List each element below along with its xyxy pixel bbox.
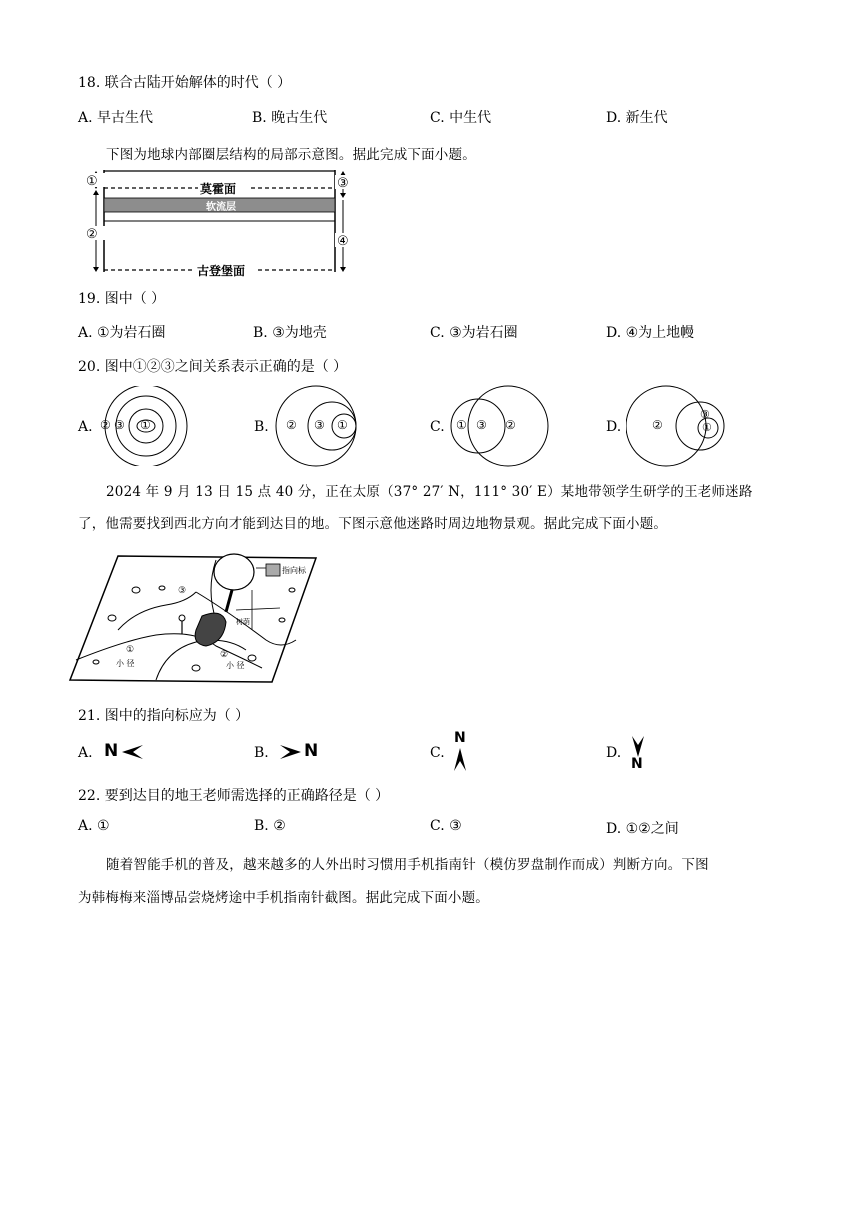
question-19-option-a: A. ①为岩石圈 xyxy=(78,325,166,341)
question-20-option-b: B. xyxy=(254,419,269,435)
option-b-arrow-icon xyxy=(278,743,302,761)
circle-c-mark-3: ③ xyxy=(476,418,487,432)
fig1-mark-3: ③ xyxy=(337,176,349,191)
question-21-option-a: A. xyxy=(78,745,93,761)
gutenberg-label: 古登堡面 xyxy=(197,264,246,278)
question-22-option-a: A. ① xyxy=(78,818,110,834)
question-19-option-d: D. ④为上地幔 xyxy=(606,325,695,341)
fig2-mark-3: ③ xyxy=(178,586,187,596)
question-21-option-d: D. xyxy=(606,745,622,761)
option-c-arrow-icon xyxy=(453,747,467,773)
question-20-stem: 20. 图中①②③之间关系表示正确的是（ ） xyxy=(78,359,348,375)
fig1-mark-1: ① xyxy=(86,174,98,189)
fig2-mark-2: ② xyxy=(220,650,229,660)
circle-b-mark-2: ② xyxy=(286,418,297,432)
option-b-n-letter: N xyxy=(304,741,319,761)
circle-a-mark-2: ② xyxy=(100,418,111,432)
circle-b-mark-3: ③ xyxy=(314,418,325,432)
question-19-option-c: C. ③为岩石圈 xyxy=(430,325,518,341)
question-19-stem: 19. 图中（ ） xyxy=(78,291,166,307)
question-19-option-b: B. ③为地壳 xyxy=(253,325,327,341)
intro-phone-compass-line2: 为韩梅梅来淄博品尝烧烤途中手机指南针截图。据此完成下面小题。 xyxy=(78,890,489,906)
question-21-stem: 21. 图中的指向标应为（ ） xyxy=(78,708,250,724)
fig1-mark-2: ② xyxy=(86,227,98,242)
question-20-option-c: C. xyxy=(430,419,445,435)
intro-earth-layers: 下图为地球内部圈层结构的局部示意图。据此完成下面小题。 xyxy=(106,147,476,163)
circle-d-mark-1: ① xyxy=(702,421,712,434)
option-a-n-letter: N xyxy=(104,741,119,761)
question-22-option-b: B. ② xyxy=(254,818,286,834)
question-20-option-a: A. xyxy=(78,419,93,435)
circle-d-mark-2: ② xyxy=(652,418,663,432)
asthenosphere-label: 软流层 xyxy=(206,202,236,213)
path-label-1: 小 径 xyxy=(116,659,135,668)
question-18-stem: 18. 联合古陆开始解体的时代（ ） xyxy=(78,75,292,91)
intro-lost-teacher-line1: 2024 年 9 月 13 日 15 点 40 分，正在太原（37° 27′ N，111° 30′ E）某地带领学生研学的王老师迷路 xyxy=(106,484,753,500)
option-a-arrow-icon xyxy=(121,743,145,761)
question-18-option-c: C. 中生代 xyxy=(430,110,492,126)
intro-phone-compass-line1: 随着智能手机的普及，越来越多的人外出时习惯用手机指南针（模仿罗盘制作而成）判断方向。下图 xyxy=(106,857,709,873)
question-22-option-d: D. ①②之间 xyxy=(606,821,679,837)
intro-lost-teacher-line2: 了，他需要找到西北方向才能到达目的地。下图示意他迷路时周边地物景观。据此完成下面小题。 xyxy=(78,516,668,532)
tree-shade-label: 树荫 xyxy=(236,618,250,626)
circle-c-mark-2: ② xyxy=(505,418,516,432)
fig1-mark-4: ④ xyxy=(337,234,349,249)
question-21-option-b: B. xyxy=(254,745,269,761)
circle-d-mark-3: ③ xyxy=(700,408,710,421)
circle-a-mark-1: ① xyxy=(140,418,151,432)
question-22-option-c: C. ③ xyxy=(430,818,462,834)
landscape-figure xyxy=(66,550,318,686)
question-21-option-c: C. xyxy=(430,745,445,761)
direction-sign-label: 指向标 xyxy=(282,566,306,575)
question-18-option-b: B. 晚古生代 xyxy=(252,110,328,126)
circle-c-mark-1: ① xyxy=(456,418,467,432)
fig2-mark-1: ① xyxy=(126,645,135,655)
question-20-option-d: D. xyxy=(606,419,622,435)
option-d-n-letter: N xyxy=(631,756,643,772)
moho-label: 莫霍面 xyxy=(200,182,237,196)
question-22-stem: 22. 要到达目的地王老师需选择的正确路径是（ ） xyxy=(78,788,390,804)
path-label-2: 小 径 xyxy=(226,661,245,670)
circle-a-mark-3: ③ xyxy=(114,418,125,432)
question-18-option-d: D. 新生代 xyxy=(606,110,668,126)
circle-b-mark-1: ① xyxy=(337,418,348,432)
option-c-n-letter: N xyxy=(454,730,466,746)
question-18-option-a: A. 早古生代 xyxy=(78,110,154,126)
